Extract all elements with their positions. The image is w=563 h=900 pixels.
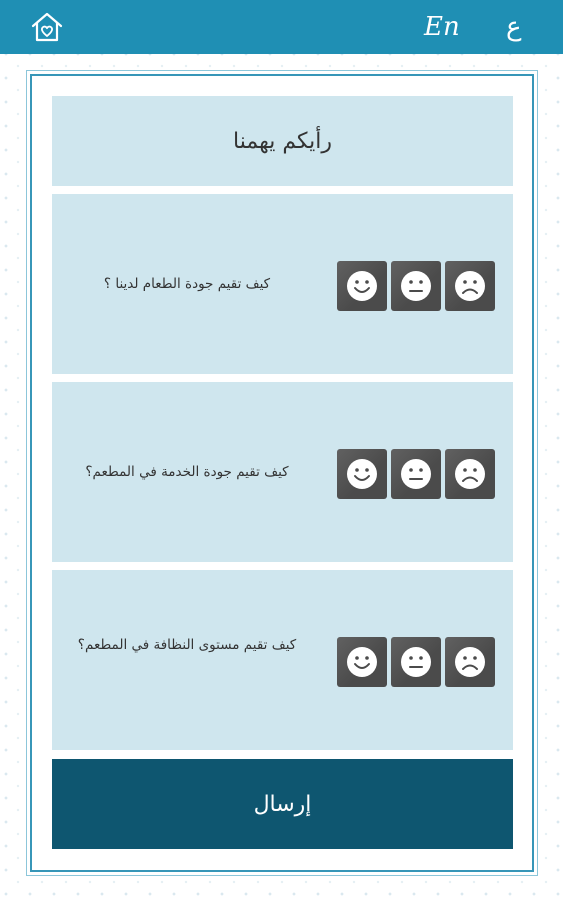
happy-face-icon[interactable] — [337, 261, 387, 311]
language-arabic-button[interactable]: ع — [506, 12, 522, 42]
neutral-face-icon[interactable] — [391, 261, 441, 311]
question-text: كيف تقيم جودة الخدمة في المطعم؟ — [85, 464, 289, 480]
top-bar — [0, 0, 563, 54]
sad-face-icon[interactable] — [445, 261, 495, 311]
survey-title: رأيكم يهمنا — [233, 128, 332, 154]
submit-button[interactable] — [52, 759, 513, 849]
sad-face-icon[interactable] — [445, 637, 495, 687]
rating-group — [337, 261, 497, 311]
home-heart-icon[interactable] — [30, 11, 64, 43]
question-text: كيف تقيم جودة الطعام لدينا ؟ — [103, 276, 271, 292]
question-panel-food — [52, 194, 513, 374]
sad-face-icon[interactable] — [445, 449, 495, 499]
happy-face-icon[interactable] — [337, 637, 387, 687]
question-panel-cleanliness — [52, 570, 513, 750]
happy-face-icon[interactable] — [337, 449, 387, 499]
survey-card — [30, 74, 534, 872]
neutral-face-icon[interactable] — [391, 449, 441, 499]
question-text: كيف تقيم مستوى النظافة في المطعم؟ — [77, 637, 297, 653]
survey-title-panel — [52, 96, 513, 186]
rating-group — [337, 449, 497, 499]
neutral-face-icon[interactable] — [391, 637, 441, 687]
rating-group — [337, 637, 497, 687]
question-panel-service — [52, 382, 513, 562]
submit-button-label: إرسال — [253, 791, 312, 817]
language-english-button[interactable]: En — [424, 12, 460, 42]
